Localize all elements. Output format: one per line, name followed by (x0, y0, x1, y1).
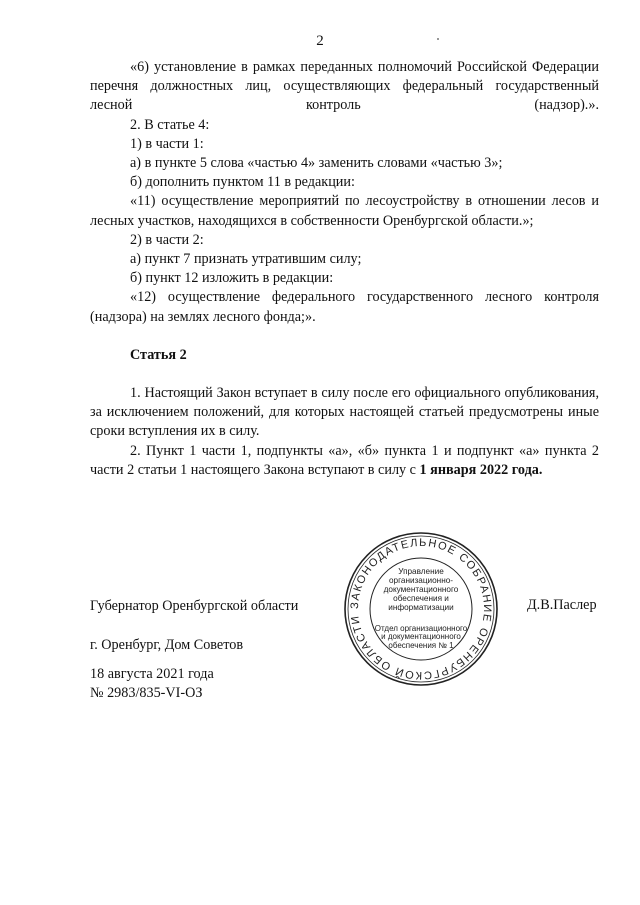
signer-name: Д.В.Паслер (527, 597, 597, 613)
official-seal (343, 531, 499, 687)
paragraph-item-b-2: б) пункт 12 изложить в редакции: (130, 270, 334, 287)
seal-department-text: Отдел организационного и документационного обеспечения № 1 (374, 624, 468, 650)
paragraph-item-a: а) в пункте 5 слова «частью 4» заменить словами «частью 3»; (130, 155, 503, 172)
document-body (90, 58, 599, 480)
paragraph-part-2: 2) в части 2: (130, 231, 204, 248)
paragraph-point-11: «11) осуществление мероприятий по лесоустройству в отношении лесов и лесных участков, находящихся в собственности Оренбургской области.»; (90, 193, 599, 229)
article-2-heading: Статья 2 (130, 346, 187, 363)
paragraph-item-b: б) дополнить пунктом 11 в редакции: (130, 174, 355, 191)
paragraph-article-4: 2. В статье 4: (130, 116, 210, 133)
paragraph-subclause-6: «6) установление в рамках переданных полномочий Российской Федерации перечня должностных лиц, осуществляющих федеральный государственный лесной контроль (надзор).». (90, 59, 599, 114)
signing-date: 18 августа 2021 года (90, 666, 214, 682)
signing-place: г. Оренбург, Дом Советов (90, 637, 244, 653)
law-number: № 2983/835-VI-ОЗ (90, 685, 203, 701)
page-number: 2 (316, 33, 324, 49)
effective-clause: 2. Пункт 1 части 1, подпункты «а», «б» пункта 1 и подпункт «а» пункта 2 части 2 статьи 1 настоящего Закона вступают в силу с (90, 442, 599, 478)
seal-inner-text: Управление организационно-документационного обеспечения и информатизации (383, 567, 459, 612)
effective-date: 1 января 2022 года. (419, 461, 543, 478)
paragraph-article-2-item-1: 1. Настоящий Закон вступает в силу после его официального опубликования, за исключением положений, для которых настоящей статьей предусмотрены иные сроки вступления их в силу. (90, 385, 599, 440)
paragraph-part-1: 1) в части 1: (130, 135, 204, 152)
governor-title: Губернатор Оренбургской области (90, 598, 299, 614)
scan-speck (437, 38, 439, 40)
paragraph-article-2-item-2 (90, 442, 599, 480)
paragraph-item-a-2: а) пункт 7 признать утратившим силу; (130, 251, 362, 268)
paragraph-point-12: «12) осуществление федерального государственного лесного контроля (надзора) на землях лесного фонда;». (90, 289, 599, 325)
seal-ring-text: ЗАКОНОДАТЕЛЬНОЕ СОБРАНИЕ ОРЕНБУРГСКОЙ ОБЛАСТИ (348, 536, 494, 682)
